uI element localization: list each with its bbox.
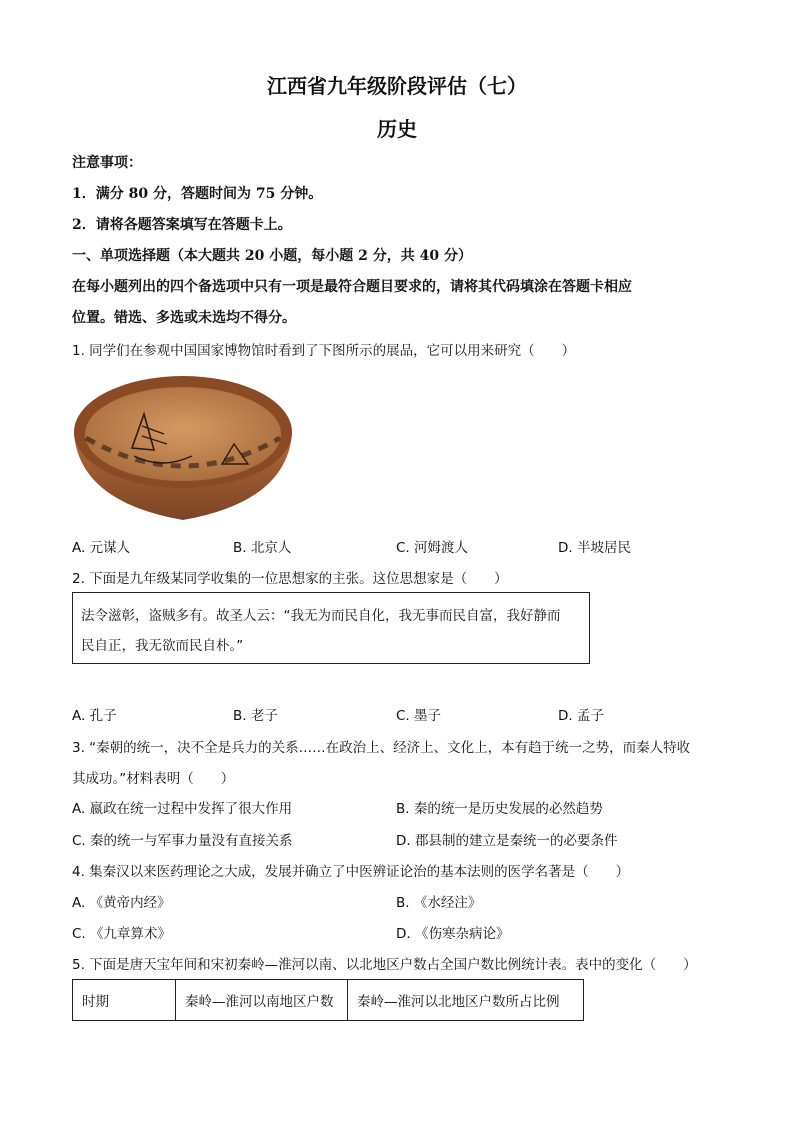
section-instruction-1: 在每小题列出的四个备选项中只有一项是最符合题目要求的，请将其代码填涂在答题卡相应 (72, 279, 632, 295)
q3-option-c: C. 秦的统一与军事力量没有直接关系 (72, 833, 293, 849)
q2-option-d: D. 孟子 (558, 708, 604, 724)
table-header-south: 秦岭—淮河以南地区户数 (176, 980, 348, 1021)
section-title: 一、单项选择题（本大题共 20 小题，每小题 2 分，共 40 分） (72, 248, 472, 264)
q2-option-a: A. 孔子 (72, 708, 117, 724)
q4-option-a: A. 《黄帝内经》 (72, 895, 171, 911)
q2-stem: 2. 下面是九年级某同学收集的一位思想家的主张。这位思想家是（ ） (72, 571, 508, 587)
q3-option-d: D. 郡县制的建立是秦统一的必要条件 (396, 833, 618, 849)
q4-option-c: C. 《九章算术》 (72, 926, 172, 942)
q3-stem-line-1: 3. “秦朝的统一，决不全是兵力的关系……在政治上、经济上、文化上，本有趋于统一之势，而秦人特收 (72, 740, 691, 756)
q2-option-b: B. 老子 (233, 708, 278, 724)
q2-quote-line-2: 民自正，我无欲而民自朴。” (81, 638, 244, 654)
q1-option-a: A. 元谋人 (72, 540, 131, 556)
q2-quote-line-1: 法令滋彰，盗贼多有。故圣人云：“我无为而民自化，我无事而民自富，我好静而 (81, 608, 561, 624)
q4-stem: 4. 集秦汉以来医药理论之大成，发展并确立了中医辨证论治的基本法则的医学名著是（ ） (72, 864, 630, 880)
table-header-north: 秦岭—淮河以北地区户数所占比例 (348, 980, 584, 1021)
q4-option-d: D. 《伤寒杂病论》 (396, 926, 510, 942)
table-row (73, 980, 584, 1021)
q5-table (72, 979, 584, 1021)
q2-quote-box (72, 592, 590, 664)
q2-option-c: C. 墨子 (396, 708, 442, 724)
note-item-2: 2．请将各题答案填写在答题卡上。 (72, 217, 292, 233)
note-item-1: 1．满分 80 分，答题时间为 75 分钟。 (72, 186, 323, 202)
subject-title: 历史 (377, 117, 417, 141)
q1-option-d: D. 半坡居民 (558, 540, 631, 556)
q1-stem: 1. 同学们在参观中国国家博物馆时看到了下图所示的展品，它可以用来研究（ ） (72, 343, 576, 359)
q1-option-c: C. 河姆渡人 (396, 540, 469, 556)
q3-option-a: A. 嬴政在统一过程中发挥了很大作用 (72, 801, 293, 817)
q3-stem-line-2: 其成功。”材料表明（ ） (72, 771, 235, 787)
section-instruction-2: 位置。错选、多选或未选均不得分。 (72, 310, 296, 326)
q4-option-b: B. 《水经注》 (396, 895, 482, 911)
q5-stem: 5. 下面是唐天宝年间和宋初秦岭—淮河以南、以北地区户数占全国户数比例统计表。表中的变化（ ） (72, 957, 697, 973)
table-header-period: 时期 (73, 980, 176, 1021)
notes-heading: 注意事项： (72, 155, 142, 171)
q3-option-b: B. 秦的统一是历史发展的必然趋势 (396, 801, 603, 817)
exam-title: 江西省九年级阶段评估（七） (267, 74, 527, 98)
painted-pottery-bowl-image (72, 374, 294, 522)
q1-option-b: B. 北京人 (233, 540, 292, 556)
